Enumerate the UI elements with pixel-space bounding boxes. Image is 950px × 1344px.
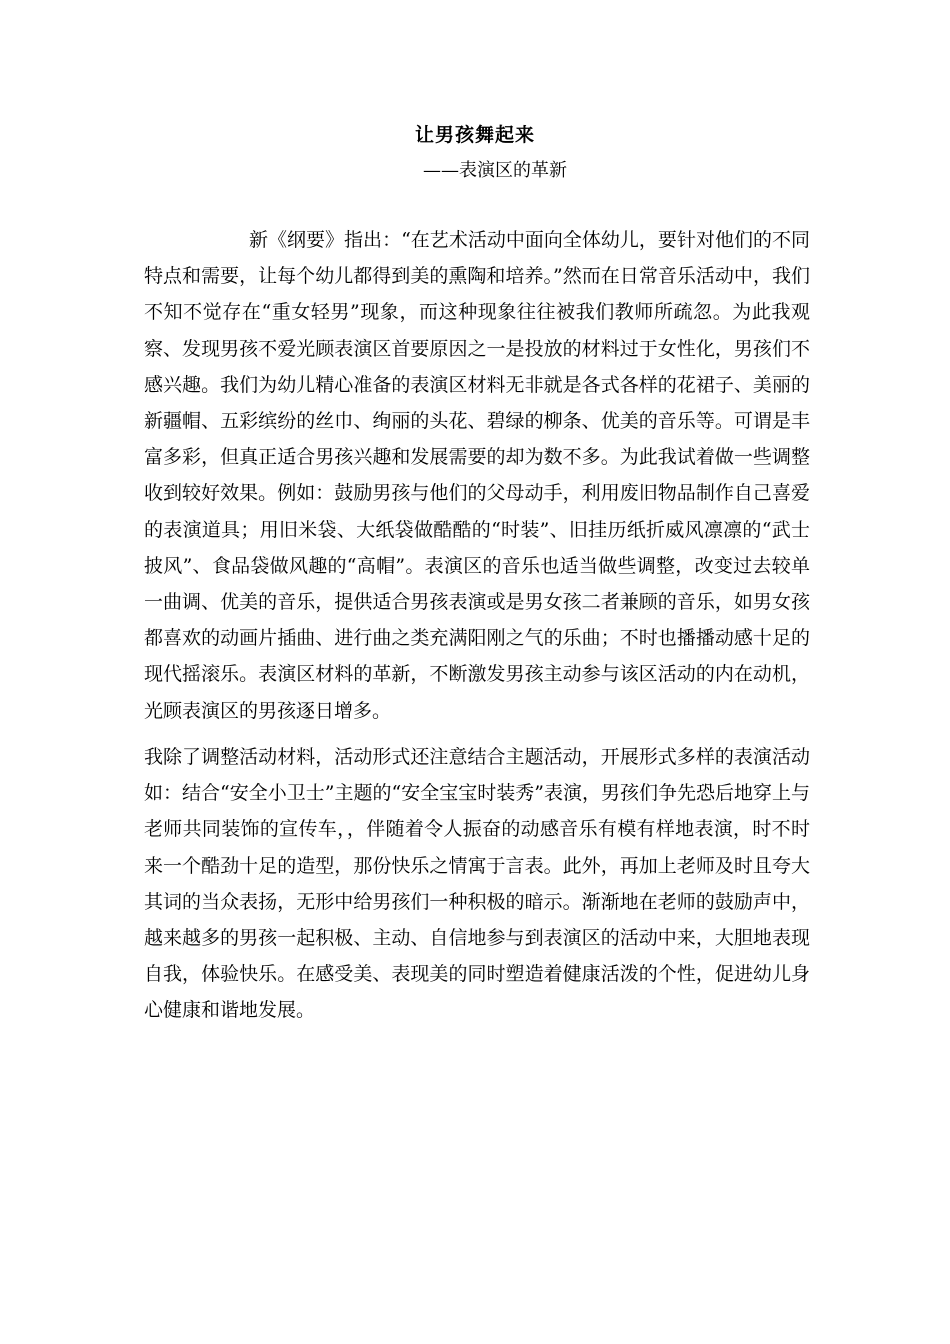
body-paragraph-1: 新《纲要》指出：“在艺术活动中面向全体幼儿，要针对他们的不同特点和需要，让每个幼儿都得到美的熏陶和培养。”然而在日常音乐活动中，我们不知不觉存在“重女轻男”现象，而这种现象往往被我们教师所疏忽。为此我观察、发现男孩不爱光顾表演区首要原因之一是投放的材料过于女性化，男孩们不感兴趣。我们为幼儿精心准备的表演区材料无非就是各式各样的花裙子、美丽的新疆帽、五彩缤纷的丝巾、绚丽的头花、碧绿的柳条、优美的音乐等。可谓是丰富多彩，但真正适合男孩兴趣和发展需要的却为数不多。为此我试着做一些调整收到较好效果。例如：鼓励男孩与他们的父母动手，利用废旧物品制作自己喜爱的表演道具；用旧米袋、大纸袋做酷酷的“时装”、旧挂历纸折威风凛凛的“武士披风”、食品袋做风趣的“高帽”。表演区的音乐也适当做些调整，改变过去较单一曲调、优美的音乐，提供适合男孩表演或是男女孩二者兼顾的音乐，如男女孩都喜欢的动画片插曲、进行曲之类充满阳刚之气的乐曲；不时也播播动感十足的现代摇滚乐。表演区材料的革新，不断激发男孩主动参与该区活动的内在动机，光顾表演区的男孩逐日增多。 bbox=[144, 229, 810, 722]
document-subtitle: ——表演区的革新 bbox=[423, 160, 567, 181]
body-paragraph-2: 我除了调整活动材料，活动形式还注意结合主题活动，开展形式多样的表演活动如：结合“安全小卫士”主题的“安全宝宝时装秀”表演，男孩们争先恐后地穿上与老师共同装饰的宣传车，，伴随着令人振奋的动感音乐有模有样地表演，时不时来一个酷劲十足的造型，那份快乐之情寓于言表。此外，再加上老师及时且夸大其词的当众表扬，无形中给男孩们一种积极的暗示。渐渐地在老师的鼓励声中，越来越多的男孩一起积极、主动、自信地参与到表演区的活动中来，大胆地表现自我，体验快乐。在感受美、表现美的同时塑造着健康活泼的个性，促进幼儿身心健康和谐地发展。 bbox=[144, 746, 810, 1022]
document-title: 让男孩舞起来 bbox=[414, 124, 535, 146]
